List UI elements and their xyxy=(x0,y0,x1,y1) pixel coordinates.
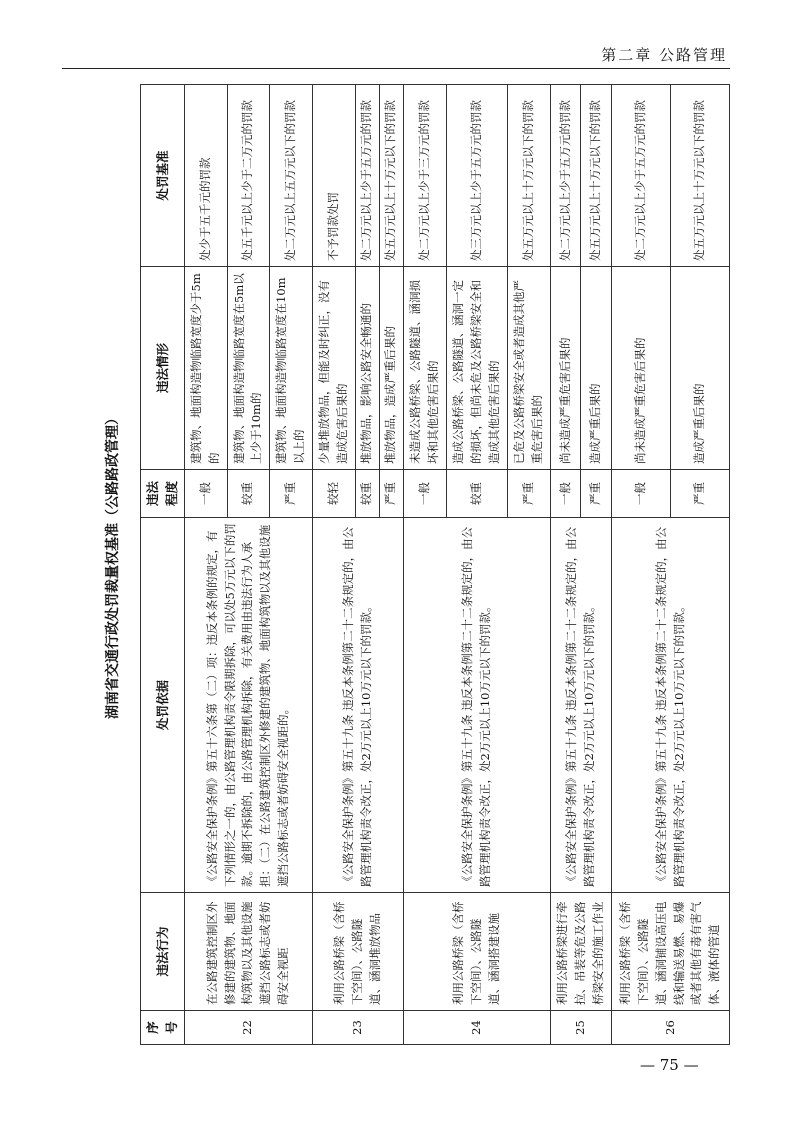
row-circumstance: 堆放物品，影响公路安全畅通的 xyxy=(355,267,379,470)
header-standard: 处罚基准 xyxy=(141,85,185,267)
row-act: 利用公路桥梁（含桥下空间）、公路隧道、涵洞搭建设施 xyxy=(403,893,550,1011)
row-standard: 处二万元以上少于三万元的罚款 xyxy=(403,85,446,267)
header-circumstance: 违法情形 xyxy=(141,267,185,470)
penalty-standard-table xyxy=(140,84,730,1045)
row-act: 利用公路桥梁（含桥下空间）、公路隧道、涵洞铺设高压电线和输送易燃、易爆或者其他有毒有害气体、液体的管道 xyxy=(612,893,730,1011)
row-act: 利用公路桥梁进行牵拉、吊装等危及公路桥梁安全的施工作业 xyxy=(550,893,611,1011)
chapter-header: 第二章 公路管理 xyxy=(601,46,727,64)
row-circumstance: 尚未造成严重危害后果的 xyxy=(612,267,671,470)
row-degree: 严重 xyxy=(581,470,612,518)
row-circumstance: 未造成公路桥梁、公路隧道、涵洞损坏和其他危害后果的 xyxy=(403,267,446,470)
header-basis: 处罚依据 xyxy=(141,518,185,893)
row-standard: 处二万元以上五万元以下的罚款 xyxy=(270,85,313,267)
row-degree: 严重 xyxy=(671,470,730,518)
table-row xyxy=(313,85,356,1045)
row-circumstance: 已危及公路桥梁安全或者造成其他严重危害后果的 xyxy=(507,267,550,470)
row-circumstance: 建筑物、地面构造物临路宽度在10m以上的 xyxy=(270,267,313,470)
row-degree: 严重 xyxy=(379,470,403,518)
row-act: 在公路建筑控制区外修建的建筑物、地面构筑物以及其他设施遮挡公路标志或者妨碍安全视距 xyxy=(184,893,312,1011)
row-basis: 《公路安全保护条例》第五十九条 违反本条例第二十二条规定的，由公路管理机构责令改正，处2万元以上10万元以下的罚款。 xyxy=(550,518,611,893)
row-circumstance: 造成公路桥梁、公路隧道、涵洞一定的损坏，但尚未危及公路桥梁安全和造成其他危害后果的 xyxy=(446,267,507,470)
row-degree: 较重 xyxy=(446,470,507,518)
row-degree: 一般 xyxy=(612,470,671,518)
row-standard: 处五万元以上十万元以下的罚款 xyxy=(379,85,403,267)
row-standard: 不予罚款处罚 xyxy=(313,85,356,267)
row-degree: 较轻 xyxy=(313,470,356,518)
row-circumstance: 尚未造成严重危害后果的 xyxy=(550,267,581,470)
row-seq: 26 xyxy=(612,1011,730,1045)
row-act: 利用公路桥梁（含桥下空间）、公路隧道、涵洞堆放物品 xyxy=(313,893,404,1011)
table-row xyxy=(550,85,581,1045)
row-standard: 处二万元以上少于五万元的罚款 xyxy=(550,85,581,267)
row-standard: 处二万元以上少于五万元的罚款 xyxy=(612,85,671,267)
row-seq: 25 xyxy=(550,1011,611,1045)
row-seq: 24 xyxy=(403,1011,550,1045)
row-degree: 一般 xyxy=(184,470,227,518)
table-row xyxy=(612,85,671,1045)
header-rule xyxy=(62,68,730,69)
row-standard: 处三万元以上少于五万元的罚款 xyxy=(446,85,507,267)
row-degree: 严重 xyxy=(270,470,313,518)
row-seq: 22 xyxy=(184,1011,312,1045)
row-degree: 一般 xyxy=(403,470,446,518)
rotated-table-sheet xyxy=(105,85,730,1045)
row-standard: 处五万元以上十万元以下的罚款 xyxy=(671,85,730,267)
row-standard: 处五万元以上十万元以下的罚款 xyxy=(507,85,550,267)
row-basis: 《公路安全保护条例》第五十九条 违反本条例第二十二条规定的，由公路管理机构责令改正，处2万元以上10万元以下的罚款。 xyxy=(313,518,404,893)
row-circumstance: 建筑物、地面构造物临路宽度少于5m的 xyxy=(184,267,227,470)
row-standard: 处五万元以上十万元以下的罚款 xyxy=(581,85,612,267)
row-circumstance: 建筑物、地面构造物临路宽度在5m以上少于10m的 xyxy=(227,267,270,470)
header-act: 违法行为 xyxy=(141,893,185,1011)
row-circumstance: 造成严重后果的 xyxy=(581,267,612,470)
row-basis: 《公路安全保护条例》第五十九条 违反本条例第二十二条规定的，由公路管理机构责令改正，处2万元以上10万元以下的罚款。 xyxy=(403,518,550,893)
row-basis: 《公路安全保护条例》第五十九条 违反本条例第二十二条规定的，由公路管理机构责令改正，处2万元以上10万元以下的罚款。 xyxy=(612,518,730,893)
row-circumstance: 少量堆放物品，但能及时纠正，没有造成危害后果的 xyxy=(313,267,356,470)
page-number: — 75 — xyxy=(640,1056,699,1074)
row-degree: 严重 xyxy=(507,470,550,518)
table-row xyxy=(184,85,227,1045)
row-degree: 一般 xyxy=(550,470,581,518)
row-standard: 处少于五千元的罚款 xyxy=(184,85,227,267)
table-row xyxy=(403,85,446,1045)
row-standard: 处五千元以上少于二万元的罚款 xyxy=(227,85,270,267)
row-degree: 较重 xyxy=(227,470,270,518)
table-header-row xyxy=(141,85,185,1045)
row-degree: 较重 xyxy=(355,470,379,518)
table-title: 湖南省交通行政处罚裁量权基准（公路路政管理） xyxy=(105,411,121,719)
row-seq: 23 xyxy=(313,1011,404,1045)
row-basis: 《公路安全保护条例》第五十六条第（二）项：违反本条例的规定，有下列情形之一的，由公路管理机构责令限期拆除，可以处5万元以下的罚款。逾期不拆除的，由公路管理机构拆除，有关费用由违法行为人承担：（二）在公路建筑控制区外修建的建筑物、地面构筑物以及其他设施遮挡公路标志或者妨碍安全视距的。 xyxy=(184,518,312,893)
row-circumstance: 造成严重后果的 xyxy=(671,267,730,470)
header-degree: 违法程度 xyxy=(141,470,185,518)
row-circumstance: 堆放物品，造成严重后果的 xyxy=(379,267,403,470)
row-standard: 处二万元以上少于五万元的罚款 xyxy=(355,85,379,267)
header-seq: 序号 xyxy=(141,1011,185,1045)
